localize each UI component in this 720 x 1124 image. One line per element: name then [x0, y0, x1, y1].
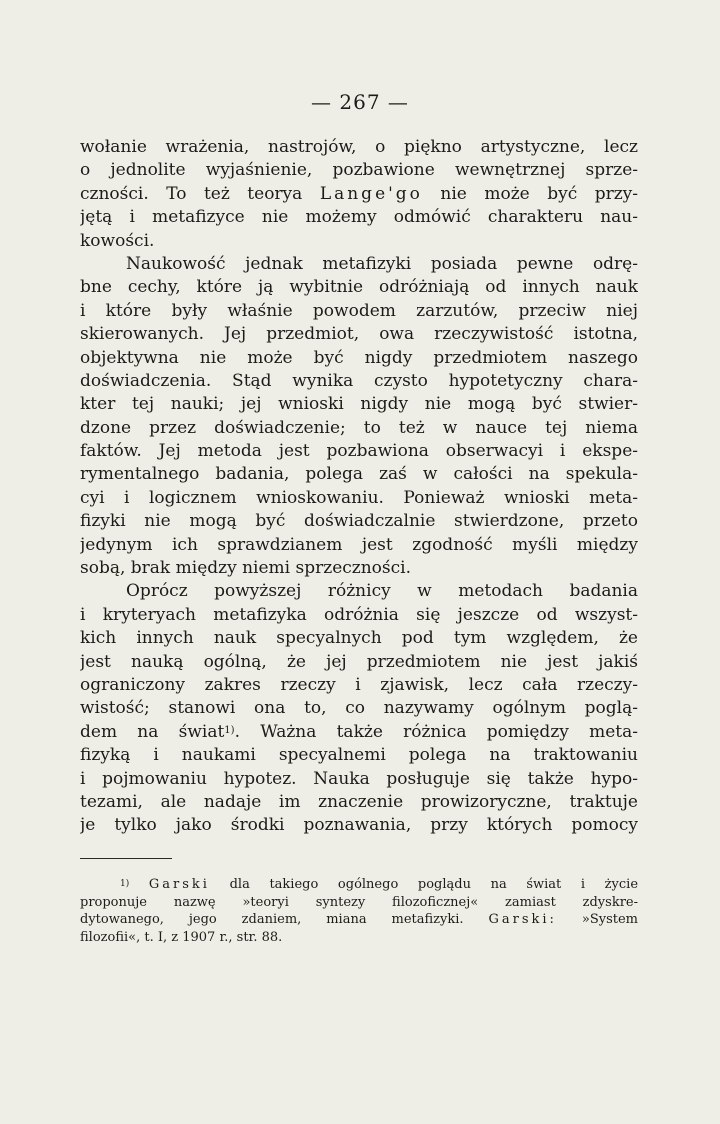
- footnote-fragment: »System: [581, 912, 638, 928]
- main-text: [80, 136, 638, 838]
- text-fragment: . Ważna także różnica pomiędzy meta-: [234, 721, 638, 742]
- text-line: jętą i metafizyce nie możemy odmówić charakteru nau-: [80, 207, 638, 228]
- text-line: ograniczony zakres rzeczy i zjawisk, lecz cała rzeczy-: [80, 674, 638, 695]
- text-line: wołanie wrażenia, nastrojów, o piękno artystyczne, lecz: [80, 137, 638, 157]
- text-line: faktów. Jej metoda jest pozbawiona obserwacyi i ekspe-: [80, 441, 638, 462]
- footnote-line: [80, 876, 638, 894]
- text-line: je tylko jako środki poznawania, przy których pomocy: [80, 815, 638, 836]
- text-line: bne cechy, które ją wybitnie odróżniają od innych nauk: [80, 277, 638, 298]
- text-line: wistość; stanowi ona to, co nazywamy ogólnym poglą-: [80, 698, 638, 719]
- text-line: o jednolite wyjaśnienie, pozbawione wewnętrznej sprze-: [80, 160, 638, 181]
- footnote: [80, 876, 638, 946]
- text-line: kter tej nauki; jej wnioski nigdy nie mogą być stwier-: [80, 394, 638, 415]
- text-fragment: czności. To też teorya: [80, 183, 303, 204]
- spaced-name-lange: Lange'go: [319, 183, 423, 204]
- spaced-name-garski: Garski: [148, 877, 210, 892]
- paragraph-start-line: Naukowość jednak metafizyki posiada pewne odrę-: [126, 253, 638, 274]
- footnote-line: proponuje nazwę »teoryi syntezy filozoficznej« zamiast zdyskre-: [80, 894, 638, 910]
- text-line: jest nauką ogólną, że jej przedmiotem nie jest jakiś: [80, 651, 638, 672]
- text-line: fizyką i naukami specyalnemi polega na traktowaniu: [80, 745, 638, 766]
- footnote-line: filozofii«, t. I, z 1907 r., str. 88.: [80, 929, 283, 945]
- text-line: rymentalnego badania, polega zaś w całości na spekula-: [80, 464, 638, 485]
- text-line: [80, 721, 638, 744]
- paragraph-start-line: Oprócz powyższej różnicy w metodach badania: [126, 581, 638, 602]
- footnote-fragment: dla takiego ogólnego poglądu na świat i życie: [229, 877, 638, 892]
- text-line: skierowanych. Jej przedmiot, owa rzeczywistość istotna,: [80, 324, 638, 345]
- text-line: objektywna nie może być nigdy przedmiotem naszego: [80, 347, 638, 368]
- text-line: dzone przez doświadczenie; to też w nauce tej niema: [80, 417, 638, 438]
- text-line: i które były właśnie powodem zarzutów, przeciw niej: [80, 300, 638, 321]
- text-fragment: dem na świat: [80, 721, 225, 742]
- text-line: i pojmowaniu hypotez. Nauka posługuje się także hypo-: [80, 768, 638, 789]
- page-number: — 267 —: [311, 90, 409, 114]
- text-line: doświadczenia. Stąd wynika czysto hypotetyczny chara-: [80, 370, 638, 391]
- spaced-name-garski: Garski:: [488, 912, 557, 928]
- text-line: fizyki nie mogą być doświadczalnie stwierdzone, przeto: [80, 511, 638, 532]
- text-line: [80, 183, 638, 206]
- text-line: kich innych nauk specyalnych pod tym względem, że: [80, 628, 638, 649]
- footnote-line: [80, 911, 638, 929]
- text-line: cyi i logicznem wnioskowaniu. Ponieważ wnioski meta-: [80, 487, 638, 508]
- text-line: i kryteryach metafizyka odróżnia się jeszcze od wszyst-: [80, 604, 638, 625]
- text-line: tezami, ale nadaje im znaczenie prowizoryczne, traktuje: [80, 791, 638, 812]
- text-line: sobą, brak między niemi sprzeczności.: [80, 558, 412, 579]
- footnote-marker: 1): [120, 879, 130, 889]
- footnote-reference: 1): [224, 724, 235, 736]
- footnote-fragment: dytowanego, jego zdaniem, miana metafizyki.: [80, 912, 464, 928]
- text-fragment: nie może być przy-: [440, 183, 638, 204]
- footnote-divider: [80, 858, 172, 859]
- text-line: jedynym ich sprawdzianem jest zgodność myśli między: [80, 534, 638, 555]
- text-line: kowości.: [80, 230, 155, 251]
